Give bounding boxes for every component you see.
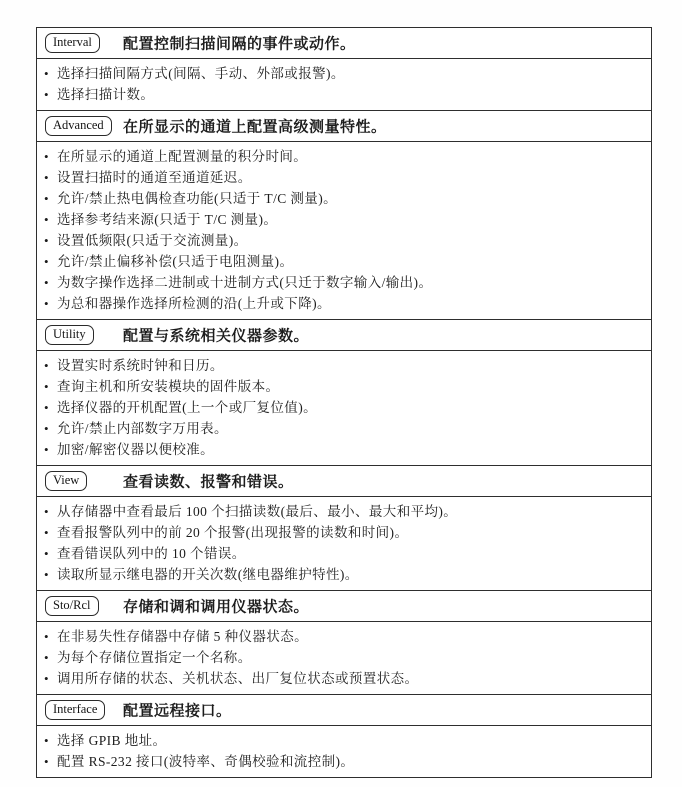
bullet-item [44, 543, 643, 564]
bullet-marker: • [44, 733, 49, 748]
bullet-text: 在非易失性存储器中存储 5 种仪器状态。 [57, 629, 308, 644]
bullet-text: 选择扫描间隔方式(间隔、手动、外部或报警)。 [57, 66, 345, 81]
quick-reference-table [36, 27, 652, 778]
bullet-marker: • [44, 275, 49, 290]
bullet-text: 查询主机和所安装模块的固件版本。 [57, 379, 280, 394]
bullet-item [44, 626, 643, 647]
section-body-interface [37, 726, 651, 777]
bullet-text: 设置实时系统时钟和日历。 [57, 358, 224, 373]
bullet-item [44, 251, 643, 272]
bullet-item [44, 668, 643, 689]
bullet-item [44, 397, 643, 418]
section-body-advanced [37, 142, 651, 320]
bullet-marker: • [44, 421, 49, 436]
bullet-item [44, 230, 643, 251]
bullet-marker: • [44, 650, 49, 665]
bullet-marker: • [44, 358, 49, 373]
bullet-item [44, 730, 643, 751]
bullet-text: 选择参考结来源(只适于 T/C 测量)。 [57, 212, 278, 227]
bullet-text: 从存储器中查看最后 100 个扫描读数(最后、最小、最大和平均)。 [57, 504, 458, 519]
bullet-item [44, 84, 643, 105]
bullet-text: 允许/禁止内部数字万用表。 [57, 421, 228, 436]
section-heading: 查看读数、报警和错误。 [123, 474, 294, 491]
bullet-text: 设置扫描时的通道至通道延迟。 [57, 170, 252, 185]
bullet-item [44, 439, 643, 460]
bullet-marker: • [44, 379, 49, 394]
bullet-item [44, 376, 643, 397]
bullet-item [44, 188, 643, 209]
bullet-marker: • [44, 66, 49, 81]
bullet-marker: • [44, 400, 49, 415]
bullet-item [44, 522, 643, 543]
interface-key-button: Interface [45, 700, 105, 720]
section-body-utility [37, 351, 651, 466]
bullet-text: 为每个存储位置指定一个名称。 [57, 650, 252, 665]
section-header-interval [37, 28, 651, 59]
view-key-button: View [45, 471, 87, 491]
section-body-storcl [37, 622, 651, 695]
bullet-text: 为数字操作选择二进制或十进制方式(只迁于数字输入/输出)。 [57, 275, 433, 290]
bullet-text: 允许/禁止热电偶检查功能(只适于 T/C 测量)。 [57, 191, 337, 206]
section-header-utility [37, 320, 651, 351]
section-heading: 配置控制扫描间隔的事件或动作。 [123, 36, 356, 53]
bullet-marker: • [44, 233, 49, 248]
bullet-item [44, 501, 643, 522]
bullet-text: 查看报警队列中的前 20 个报警(出现报警的读数和时间)。 [57, 525, 409, 540]
bullet-item [44, 418, 643, 439]
bullet-marker: • [44, 149, 49, 164]
bullet-marker: • [44, 212, 49, 227]
bullet-marker: • [44, 629, 49, 644]
bullet-item [44, 63, 643, 84]
bullet-item [44, 167, 643, 188]
section-heading: 配置远程接口。 [123, 703, 232, 720]
section-body-view [37, 497, 651, 591]
bullet-marker: • [44, 87, 49, 102]
bullet-text: 为总和器操作选择所检测的沿(上升或下降)。 [57, 296, 331, 311]
section-header-view [37, 466, 651, 497]
section-heading: 配置与系统相关仪器参数。 [123, 328, 310, 345]
bullet-text: 读取所显示继电器的开关次数(继电器维护特性)。 [57, 567, 359, 582]
sto-rcl-key-button: Sto/Rcl [45, 596, 99, 616]
bullet-text: 设置低频限(只适于交流测量)。 [57, 233, 248, 248]
section-header-storcl [37, 591, 651, 622]
bullet-text: 配置 RS-232 接口(波特率、奇偶校验和流控制)。 [57, 754, 355, 769]
section-heading: 在所显示的通道上配置高级测量特性。 [123, 119, 387, 136]
section-header-advanced [37, 111, 651, 142]
bullet-text: 加密/解密仪器以便校准。 [57, 442, 215, 457]
bullet-marker: • [44, 525, 49, 540]
bullet-text: 查看错误队列中的 10 个错误。 [57, 546, 246, 561]
bullet-marker: • [44, 191, 49, 206]
bullet-text: 选择仪器的开机配置(上一个或厂复位值)。 [57, 400, 317, 415]
bullet-marker: • [44, 296, 49, 311]
bullet-marker: • [44, 567, 49, 582]
bullet-marker: • [44, 671, 49, 686]
bullet-item [44, 293, 643, 314]
bullet-marker: • [44, 254, 49, 269]
advanced-key-button: Advanced [45, 116, 112, 136]
bullet-text: 选择扫描计数。 [57, 87, 155, 102]
bullet-text: 调用所存储的状态、关机状态、出厂复位状态或预置状态。 [57, 671, 419, 686]
bullet-text: 选择 GPIB 地址。 [57, 733, 167, 748]
bullet-item [44, 751, 643, 772]
bullet-item [44, 209, 643, 230]
interval-key-button: Interval [45, 33, 100, 53]
section-body-interval [37, 59, 651, 111]
bullet-item [44, 272, 643, 293]
bullet-text: 允许/禁止偏移补偿(只适于电阻测量)。 [57, 254, 294, 269]
utility-key-button: Utility [45, 325, 94, 345]
bullet-marker: • [44, 442, 49, 457]
bullet-marker: • [44, 546, 49, 561]
section-header-interface [37, 695, 651, 726]
bullet-text: 在所显示的通道上配置测量的积分时间。 [57, 149, 308, 164]
bullet-item [44, 564, 643, 585]
bullet-item [44, 355, 643, 376]
bullet-marker: • [44, 170, 49, 185]
bullet-marker: • [44, 754, 49, 769]
bullet-marker: • [44, 504, 49, 519]
bullet-item [44, 647, 643, 668]
bullet-item [44, 146, 643, 167]
section-heading: 存储和调和调用仪器状态。 [123, 599, 310, 616]
